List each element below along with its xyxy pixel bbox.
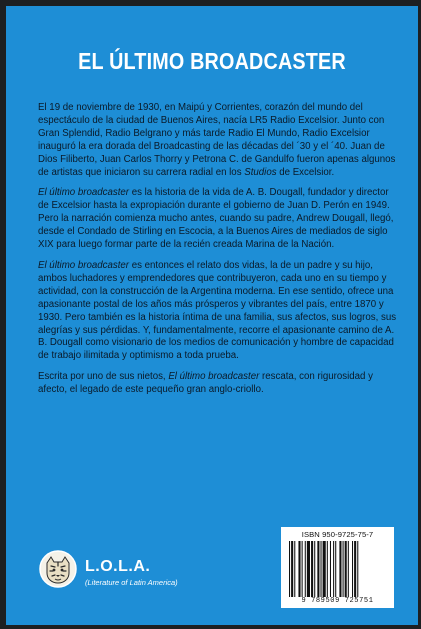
publisher-subtitle: (Literature of Latin America) [85,578,178,587]
tiger-logo-icon [38,549,78,589]
book-title: EL ÚLTIMO BROADCASTER [78,48,346,74]
publisher-name: L.O.L.A. [85,558,151,575]
synopsis-paragraph-3: El último broadcaster es entonces el relato dos vidas, la de un padre y su hijo, ambos luchadores y emprendedores que contribuyeron, cada uno en su tiempo y actividad, con la construcción de la Argentina moderna. En ese sentido, ofrece una apasionante postal de los años más prósperos y vibrantes del país, entre 1870 y 1930. Pero también es la historia íntima de una familia, sus afectos, sus logros, sus alegrías y sus pérdidas. Y, fundamentalmente, recorre el apasionante camino de A. B. Dougall como visionario de los medios de comunicación y hombre de capacidad de trabajo ilimitada y optimismo a toda prueba. [38,259,397,362]
barcode-number: 9 789509 725751 [301,597,374,605]
synopsis-paragraph-2: El último broadcaster es la historia de la vida de A. B. Dougall, fundador y director de Excelsior hasta la expropiación durante el gobierno de Juan D. Perón en 1949. Pero la narración comienza mucho antes, cuando su padre, Andrew Dougall, llegó, desde el Condado de Stirling en Escocia, a la Buenos Aires de mediados de siglo XIX para luego formar parte de la recién creada Marina de la Nación. [38,187,394,251]
isbn-barcode-box [281,527,394,608]
synopsis-paragraph-4: Escrita por uno de sus nietos, El último broadcaster rescata, con rigurosidad y afecto, el legado de este pequeño gran anglo-criollo. [38,371,373,396]
synopsis [38,102,398,405]
publisher-brand [85,558,178,587]
synopsis-paragraph-1: El 19 de noviembre de 1930, en Maipú y Corrientes, corazón del mundo del espectáculo de la ciudad de Buenos Aires, nacía LR5 Radio Excelsior. Junto con Gran Splendid, Radio Belgrano y más tarde Radio El Mundo, Radio Excelsior inauguró la era dorada del Broadcasting de las décadas del ´30 y el ´40. Juan de Dios Filiberto, Juan Carlos Thorry y Petrona C. de Gandulfo fueron apenas algunos de artistas que iniciaron su carrera radial en los Studios de Excelsior. [38,102,396,178]
isbn-label: ISBN 950-9725-75-7 [301,530,374,539]
barcode-graphic [287,541,388,597]
back-cover [6,6,418,625]
